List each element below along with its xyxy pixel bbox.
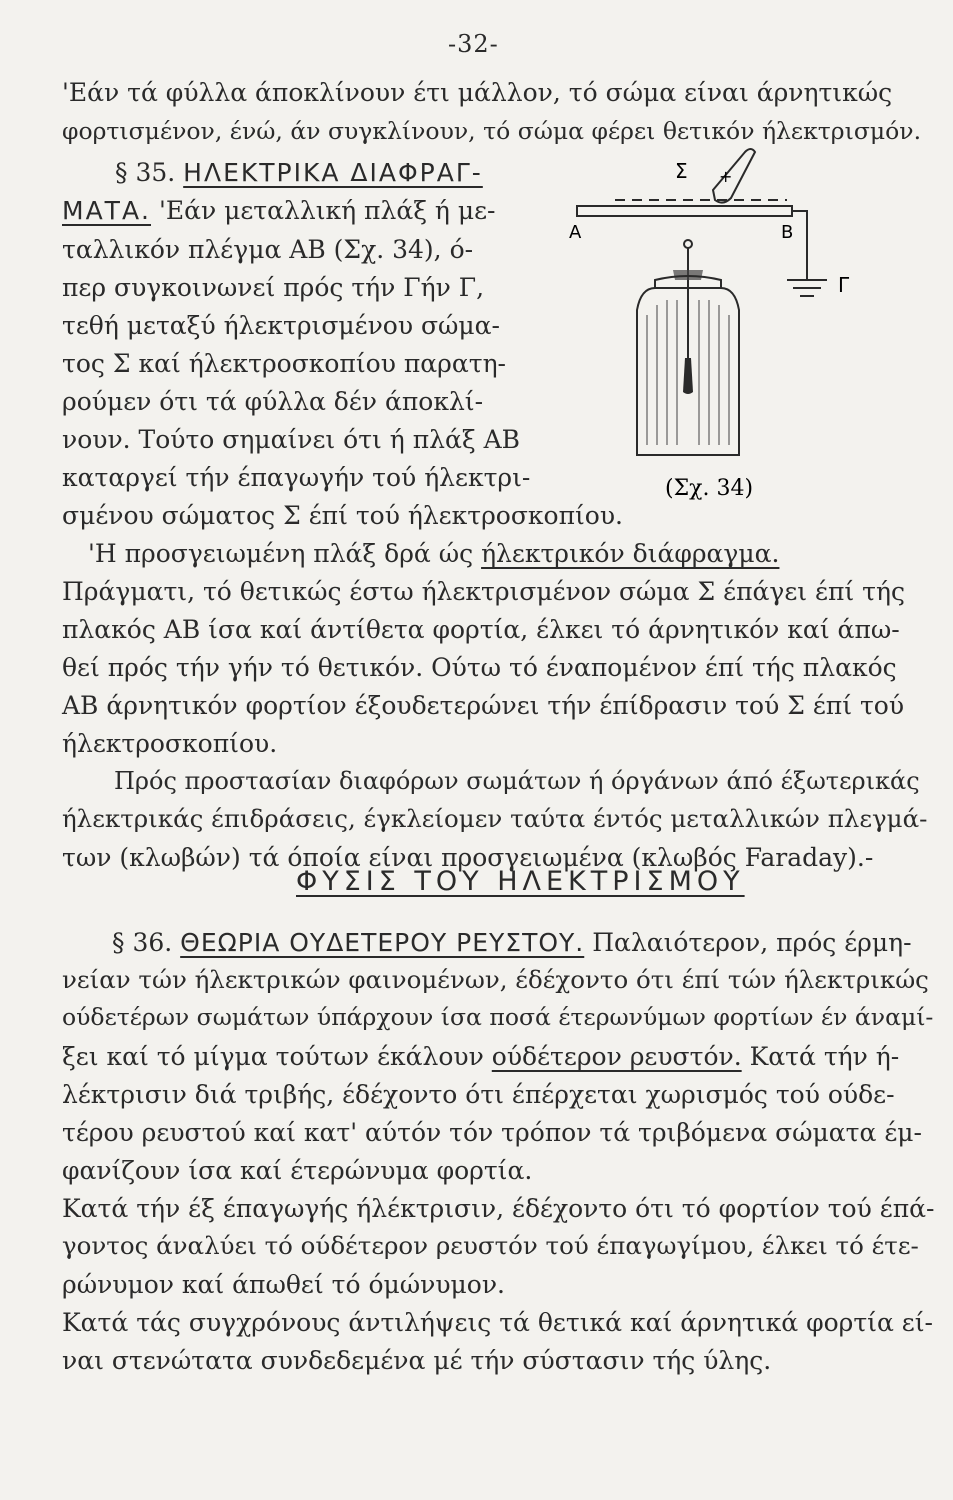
text-line: ναι στενώτατα συνδεδεμένα μέ τήν σύστασιν τής ύλης.	[62, 1346, 772, 1375]
text-fragment: Παλαιότερον, πρός έρμη-	[592, 928, 912, 957]
text-line: ήλεκτροσκοπίου.	[62, 729, 278, 758]
section-title: ΘΕΩΡΙΑ ΟΥΔΕΤΕΡΟΥ ΡΕΥΣΤΟΥ.	[180, 928, 585, 957]
text-line: πλακός ΑΒ ίσα καί άντίθετα φορτία, έλκει τό άρνητικόν καί άπω-	[62, 615, 900, 644]
text-line: ρώνυμον καί άπωθεί τό όμώνυμον.	[62, 1270, 505, 1299]
text-line: των (κλωβών) τά όποία είναι προσγειωμένα (κλωβός Faraday).-	[62, 843, 874, 872]
label-gamma: Γ	[838, 273, 850, 297]
label-a: Α	[569, 222, 582, 243]
charged-body-sigma	[675, 149, 755, 203]
text-line: καταργεί τήν έπαγωγήν τού ήλεκτρι-	[62, 463, 531, 492]
label-b: Β	[781, 222, 794, 243]
metal-plate-ab	[577, 206, 792, 216]
text-line: νουν. Τούτο σημαίνει ότι ή πλάξ ΑΒ	[62, 425, 521, 454]
text-line: σμένου σώματος Σ έπί τού ήλεκτροσκοπίου.	[62, 501, 623, 530]
text-line: τέρου ρευστού καί κατ' αύτόν τόν τρόπον τά τριβόμενα σώματα έμ-	[62, 1118, 922, 1147]
text-line: νείαν τών ήλεκτρικών φαινομένων, έδέχοντο ότι έπί τών ήλεκτρικώς	[62, 965, 929, 994]
ground-wire	[792, 211, 807, 280]
text-line: τεθή μεταξύ ήλεκτρισμένου σώμα-	[62, 311, 501, 340]
electroscope-leaves	[683, 358, 693, 394]
text-line: τος Σ καί ήλεκτροσκοπίου παρατη-	[62, 349, 507, 378]
section-36-heading	[112, 930, 912, 955]
section-number: § 36.	[112, 928, 173, 957]
text-line: φορτισμένον, ένώ, άν συγκλίνουν, τό σώμα φέρει θετικόν ήλεκτρισμόν.	[62, 117, 922, 145]
page-number: -32-	[448, 30, 499, 58]
section-title: ΗΛΕΚΤΡΙΚΑ ΔΙΑΦΡΑΓ-	[183, 158, 483, 187]
text-fragment: Κατά τήν ή-	[749, 1042, 900, 1071]
plus-sign: +	[719, 167, 733, 186]
text-line: φανίζουν ίσα καί έτερώνυμα φορτία.	[62, 1156, 533, 1185]
text-line	[88, 541, 779, 566]
text-line: περ συγκοινωνεί πρός τήν Γήν Γ,	[62, 273, 485, 302]
term-electric-diaphragm: ήλεκτρικόν διάφραγμα.	[481, 539, 780, 568]
label-sigma: Σ	[675, 159, 688, 183]
text-fragment: 'Η προσγειωμένη πλάξ δρά ώς	[88, 539, 474, 568]
text-line: Κατά τήν έξ έπαγωγής ήλέκτρισιν, έδέχοντο ότι τό φορτίον τού έπά-	[62, 1194, 935, 1223]
section-number: § 35.	[115, 158, 176, 187]
text-line: 'Εάν τά φύλλα άποκλίνουν έτι μάλλον, τό σώμα είναι άρνητικώς	[62, 78, 893, 107]
ground-symbol	[787, 280, 827, 296]
text-line: ΑΒ άρνητικόν φορτίον έξουδετερώνει τήν έπίδρασιν τού Σ έπί τού	[62, 691, 905, 720]
text-line	[62, 1044, 899, 1069]
text-line: ρούμεν ότι τά φύλλα δέν άποκλί-	[62, 387, 484, 416]
text-line: Κατά τάς συγχρόνους άντιλήψεις τά θετικά καί άρνητικά φορτία εί-	[62, 1308, 933, 1337]
text-fragment: 'Εάν μεταλλική πλάξ ή με-	[158, 196, 496, 225]
text-line: ταλλικόν πλέγμα ΑΒ (Σχ. 34), ό-	[62, 235, 474, 264]
text-line: γοντος άναλύει τό ούδέτερον ρευστόν τού έπαγωγίμου, έλκει τό έτε-	[62, 1231, 919, 1260]
figure-caption: (Σχ. 34)	[665, 476, 754, 501]
electroscope-diagram	[555, 140, 895, 510]
text-line: θεί πρός τήν γήν τό θετικόν. Ούτω τό έναπομένον έπί τής πλακός	[62, 653, 897, 682]
electroscope	[637, 240, 739, 455]
text-line: ήλεκτρικάς έπιδράσεις, έγκλείομεν ταύτα έντός μεταλλικών πλεγμά-	[62, 804, 928, 833]
text-line: ούδετέρων σωμάτων ύπάρχουν ίσα ποσά έτερωνύμων φορτίων έν άναμί-	[62, 1003, 934, 1031]
text-line: Πράγματι, τό θετικώς έστω ήλεκτρισμένον σώμα Σ έπάγει έπί τής	[62, 577, 905, 606]
section-35-heading	[115, 160, 483, 185]
text-line: λέκτρισιν διά τριβής, έδέχοντο ότι έπέρχεται χωρισμός τού ούδε-	[62, 1080, 895, 1109]
section-title-cont: ΜΑΤΑ.	[62, 196, 151, 225]
term-neutral-fluid: ούδέτερον ρευστόν.	[491, 1042, 742, 1071]
heading-nature-of-electricity: ΦΥΣΙΣ ΤΟΥ ΗΛΕΚΤΡΙΣΜΟΥ	[296, 866, 745, 897]
text-line	[62, 198, 496, 223]
figure-34	[555, 140, 895, 510]
text-line: Πρός προστασίαν διαφόρων σωμάτων ή όργάνων άπό έξωτερικάς	[114, 767, 920, 795]
text-fragment: ξει καί τό μίγμα τούτων έκάλουν	[62, 1042, 484, 1071]
